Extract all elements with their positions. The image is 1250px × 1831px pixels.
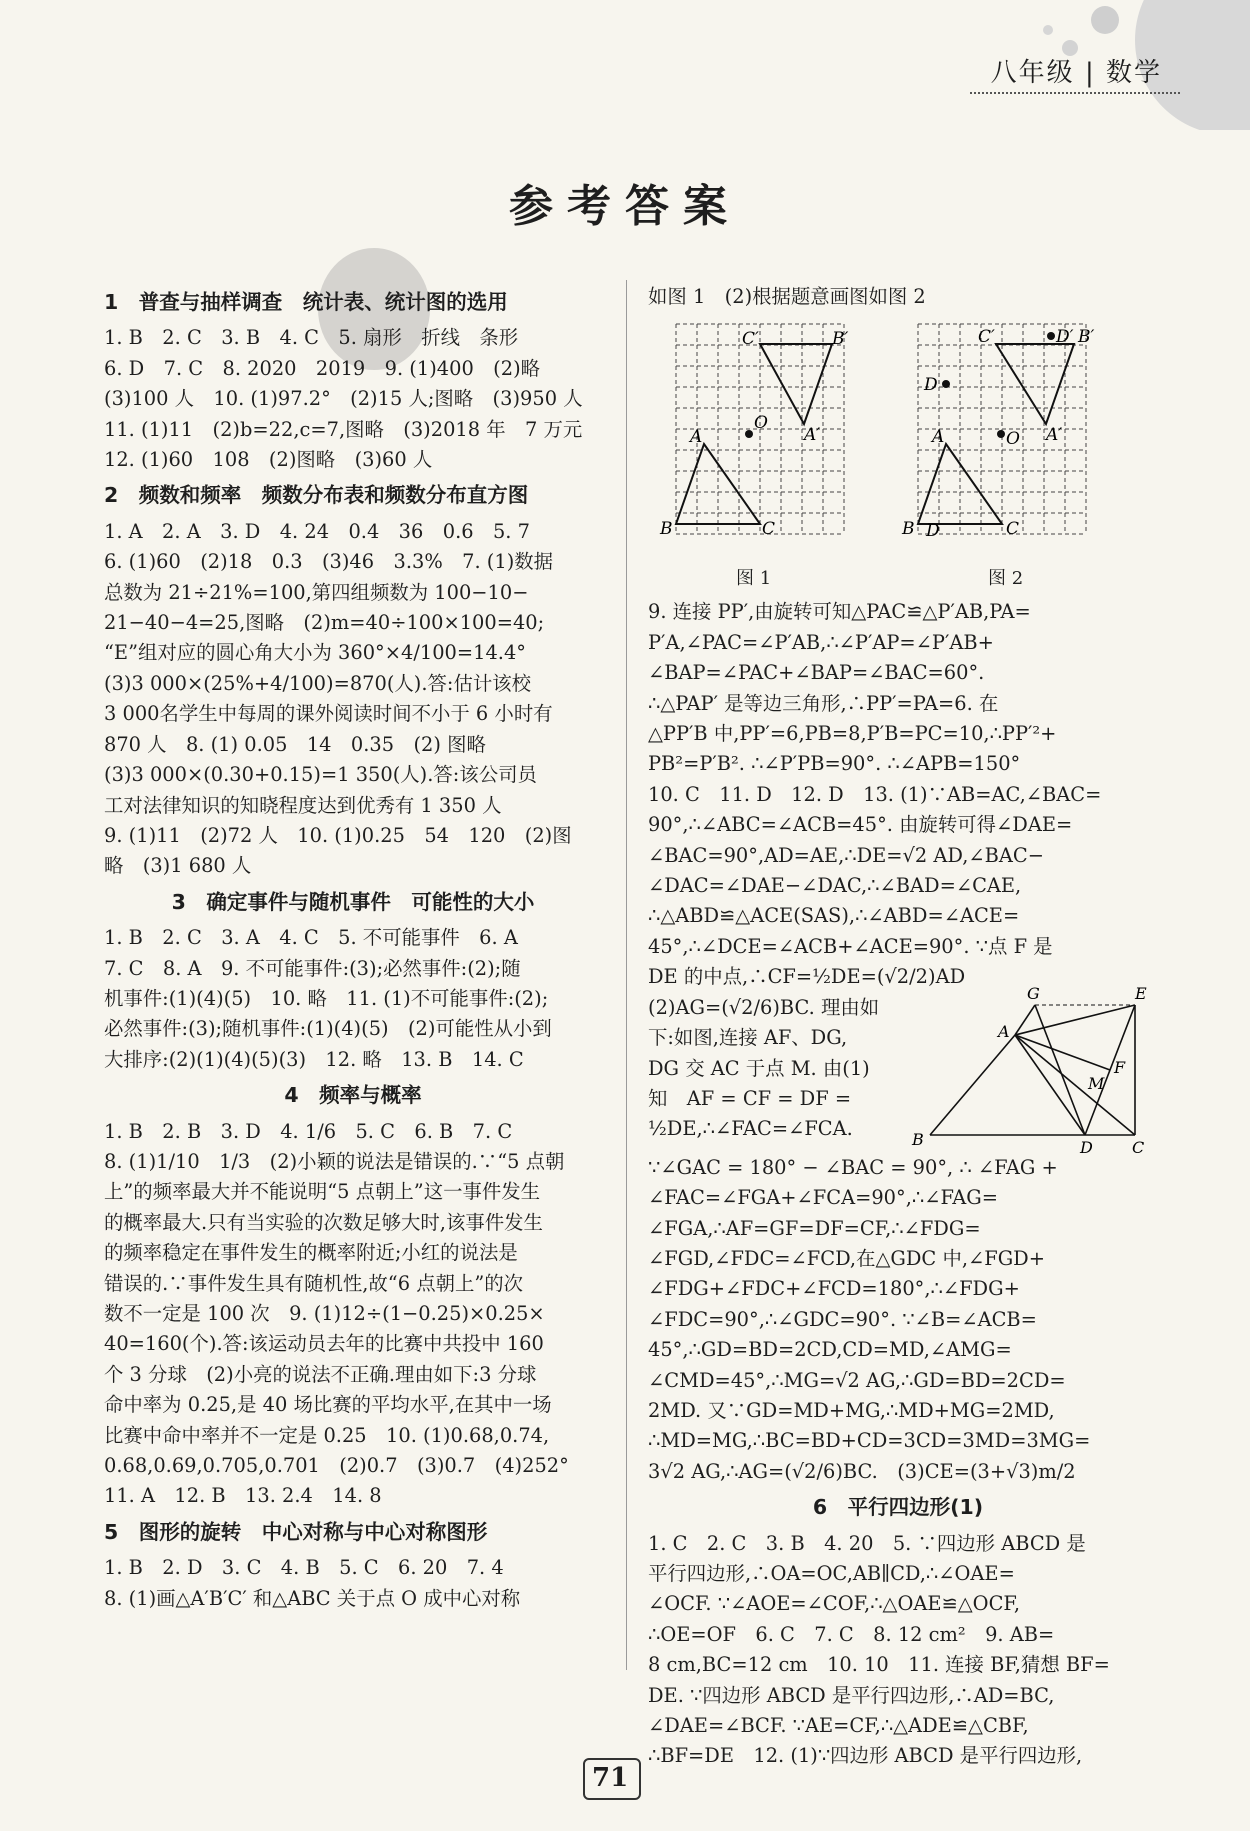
answer-line: 45°,∴∠DCE=∠ACB+∠ACE=90°. ∵点 F 是 bbox=[648, 934, 1053, 958]
page-title: 参考答案 bbox=[509, 181, 741, 232]
answer-line: 90°,∴∠ABC=∠ACB=45°. 由旋转可得∠DAE= bbox=[648, 813, 1073, 837]
answer-line: 大排序:(2)(1)(4)(5)(3) 12. 略 13. B 14. C bbox=[104, 1047, 524, 1071]
answer-line: 3√2 AG,∴AG=(√2/6)BC. (3)CE=(3+√3)m/2 bbox=[648, 1459, 1076, 1483]
answer-line: P′A,∠PAC=∠P′AB,∴∠P′AP=∠P′AB+ bbox=[648, 630, 994, 654]
triangle-figure bbox=[910, 985, 1148, 1157]
grade-label: 八年级 bbox=[990, 58, 1075, 88]
answer-line: PB²=P′B². ∴∠P′PB=90°. ∴∠APB=150° bbox=[648, 752, 1021, 776]
answer-line: DG 交 AC 于点 M. 由(1) bbox=[648, 1056, 870, 1080]
answer-line: 1. B 2. D 3. C 4. B 5. C 6. 20 7. 4 bbox=[104, 1556, 504, 1580]
point-label: A bbox=[998, 1021, 1010, 1041]
answer-line: 8 cm,BC=12 cm 10. 10 11. 连接 BF,猜想 BF= bbox=[648, 1653, 1110, 1677]
subject-label: 数学 bbox=[1105, 58, 1162, 88]
answer-line: (3)3 000×(25%+4/100)=870(人).答:估计该校 bbox=[104, 671, 532, 695]
section-heading: 3 确定事件与随机事件 可能性的大小 bbox=[171, 889, 535, 914]
answer-line: ∵∠GAC = 180° − ∠BAC = 90°, ∴ ∠FAG + bbox=[648, 1155, 1058, 1179]
answer-line: ∴△ABD≌△ACE(SAS),∴∠ABD=∠ACE= bbox=[648, 904, 1020, 928]
left-column bbox=[104, 282, 602, 1614]
answer-line: ∠CMD=45°,∴MG=√2 AG,∴GD=BD=2CD= bbox=[648, 1368, 1066, 1392]
point-label: O bbox=[1006, 429, 1020, 450]
point-label: B bbox=[902, 519, 915, 540]
answer-line: 8. (1)画△A′B′C′ 和△ABC 关于点 O 成中心对称 bbox=[104, 1586, 521, 1610]
answer-line: ∴△PAP′ 是等边三角形,∴PP′=PA=6. 在 bbox=[648, 691, 999, 715]
answer-line: (3)100 人 10. (1)97.2° (2)15 人;图略 (3)950 人 bbox=[104, 387, 583, 411]
point-label: M bbox=[1088, 1073, 1105, 1093]
point-label: E bbox=[1135, 984, 1147, 1003]
answer-line: ∴BF=DE 12. (1)∵四边形 ABCD 是平行四边形, bbox=[648, 1744, 1083, 1768]
figure-1-caption: 图 1 bbox=[736, 568, 772, 590]
answer-line: 2MD. 又∵GD=MD+MG,∴MD+MG=2MD, bbox=[648, 1398, 1055, 1422]
answer-line: (3)3 000×(0.30+0.15)=1 350(人).答:该公司员 bbox=[104, 763, 537, 787]
point-label: C bbox=[1006, 519, 1020, 540]
answer-line: 9. (1)11 (2)72 人 10. (1)0.25 54 120 (2)图 bbox=[104, 823, 572, 847]
answer-line: 上”的频率最大并不能说明“5 点朝上”这一事件发生 bbox=[104, 1180, 541, 1204]
point-label: B bbox=[660, 519, 673, 540]
point-label: O bbox=[754, 413, 768, 434]
answer-line: 数不一定是 100 次 9. (1)12÷(1−0.25)×0.25× bbox=[104, 1302, 545, 1325]
answer-line: 下:如图,连接 AF、DG, bbox=[648, 1026, 848, 1050]
answer-line: ∴OE=OF 6. C 7. C 8. 12 cm² 9. AB= bbox=[648, 1622, 1055, 1646]
point-label: C′ bbox=[978, 327, 995, 348]
right-column bbox=[648, 282, 1148, 1772]
point-label: D bbox=[926, 521, 940, 542]
answer-line: 必然事件:(3);随机事件:(1)(4)(5) (2)可能性从小到 bbox=[104, 1017, 552, 1041]
point-label: C bbox=[762, 519, 776, 540]
answer-line: 知 AF = CF = DF = bbox=[648, 1086, 852, 1110]
answer-line: ∠FGD,∠FDC=∠FCD,在△GDC 中,∠FGD+ bbox=[648, 1246, 1045, 1270]
right-text-block-b bbox=[648, 1153, 1148, 1772]
figure-2-caption: 图 2 bbox=[988, 568, 1024, 590]
right-text-beside-figure bbox=[648, 993, 918, 1145]
answer-line: 10. C 11. D 12. D 13. (1)∵AB=AC,∠BAC= bbox=[648, 782, 1102, 806]
answer-line: 平行四边形,∴OA=OC,AB∥CD,∴∠OAE= bbox=[648, 1561, 1015, 1585]
point-label: B bbox=[912, 1129, 924, 1149]
point-label: A′ bbox=[1046, 425, 1063, 446]
point-label: A bbox=[932, 427, 945, 448]
answer-line: 1. B 2. B 3. D 4. 1/6 5. C 6. B 7. C bbox=[104, 1119, 513, 1143]
answer-line: 1. B 2. C 3. A 4. C 5. 不可能事件 6. A bbox=[104, 926, 518, 950]
point-label: G bbox=[1027, 984, 1040, 1003]
answer-line: 的频率稳定在事件发生的概率附近;小红的说法是 bbox=[104, 1241, 518, 1265]
triangle-figure-block bbox=[648, 984, 1148, 1157]
header-label bbox=[991, 52, 1162, 89]
point-label: D bbox=[1080, 1137, 1093, 1157]
answer-line: ½DE,∴∠FAC=∠FCA. bbox=[648, 1117, 853, 1141]
answer-line: 总数为 21÷21%=100,第四组频数为 100−10− bbox=[104, 580, 529, 604]
answer-line: 7. C 8. A 9. 不可能事件:(3);必然事件:(2);随 bbox=[104, 956, 521, 980]
answer-line: ∠FDC=90°,∴∠GDC=90°. ∵∠B=∠ACB= bbox=[648, 1307, 1037, 1331]
answer-line: DE. ∵四边形 ABCD 是平行四边形,∴AD=BC, bbox=[648, 1683, 1055, 1707]
answer-line: 1. A 2. A 3. D 4. 24 0.4 36 0.6 5. 7 bbox=[104, 519, 530, 543]
answer-line: 个 3 分球 (2)小亮的说法不正确.理由如下:3 分球 bbox=[104, 1362, 537, 1386]
answer-line: DE 的中点,∴CF=½DE=(√2/2)AD bbox=[648, 965, 966, 989]
answer-line: 1. C 2. C 3. B 4. 20 5. ∵四边形 ABCD 是 bbox=[648, 1531, 1086, 1555]
point-label: C bbox=[1132, 1137, 1145, 1157]
answer-line: 机事件:(1)(4)(5) 10. 略 11. (1)不可能事件:(2); bbox=[104, 986, 549, 1010]
answer-line: 略 (3)1 680 人 bbox=[104, 854, 252, 878]
point-label: C′ bbox=[742, 329, 759, 350]
point-label: D′ bbox=[1056, 327, 1074, 348]
figure-1-grid bbox=[654, 314, 854, 559]
figure-2-grid bbox=[896, 314, 1106, 559]
section-heading: 2 频数和频率 频数分布表和频数分布直方图 bbox=[104, 483, 529, 508]
answer-line: 0.68,0.69,0.705,0.701 (2)0.7 (3)0.7 (4)252° bbox=[104, 1454, 569, 1478]
answer-line: ∠DAC=∠DAE−∠DAC,∴∠BAD=∠CAE, bbox=[648, 874, 1022, 898]
answer-line: 工对法律知识的知晓程度达到优秀有 1 350 人 bbox=[104, 793, 502, 817]
answer-line: ∴MD=MG,∴BC=BD+CD=3CD=3MD=3MG= bbox=[648, 1429, 1091, 1453]
answer-line: △PP′B 中,PP′=6,PB=8,P′B=PC=10,∴PP′²+ bbox=[648, 722, 1057, 746]
answer-line: 比赛中命中率并不一定是 0.25 10. (1)0.68,0.74, bbox=[104, 1423, 550, 1447]
answer-line: 45°,∴GD=BD=2CD,CD=MD,∠AMG= bbox=[648, 1338, 1012, 1362]
answer-line: 命中率为 0.25,是 40 场比赛的平均水平,在其中一场 bbox=[104, 1393, 552, 1417]
answer-line: 12. (1)60 108 (2)图略 (3)60 人 bbox=[104, 448, 433, 472]
page-number: 71 bbox=[592, 1763, 629, 1793]
point-label: D bbox=[924, 375, 938, 396]
answer-line: 11. A 12. B 13. 2.4 14. 8 bbox=[104, 1484, 382, 1508]
answer-line: 6. D 7. C 8. 2020 2019 9. (1)400 (2)略 bbox=[104, 356, 541, 380]
answer-line: 11. (1)11 (2)b=22,c=7,图略 (3)2018 年 7 万元 bbox=[104, 417, 583, 441]
header-dotted-line bbox=[970, 92, 1180, 94]
answer-line: ∠OCF. ∵∠AOE=∠COF,∴△OAE≌△OCF, bbox=[648, 1592, 1020, 1616]
answer-line: “E”组对应的圆心角大小为 360°×4/100=14.4° bbox=[104, 641, 527, 665]
answer-line: 21−40−4=25,图略 (2)m=40÷100×100=40; bbox=[104, 611, 545, 635]
answer-line: 的概率最大.只有当实验的次数足够大时,该事件发生 bbox=[104, 1210, 543, 1234]
answer-line: 1. B 2. C 3. B 4. C 5. 扇形 折线 条形 bbox=[104, 326, 519, 350]
answer-line: ∠BAC=90°,AD=AE,∴DE=√2 AD,∠BAC− bbox=[648, 843, 1044, 867]
answer-line: 3 000名学生中每周的课外阅读时间不小于 6 小时有 bbox=[104, 702, 553, 726]
point-label: A bbox=[690, 427, 703, 448]
answer-line: ∠BAP=∠PAC+∠BAP=∠BAC=60°. bbox=[648, 661, 985, 685]
figure-intro: 如图 1 (2)根据题意画图如图 2 bbox=[648, 285, 926, 308]
answer-line: (2)AG=(√2/6)BC. 理由如 bbox=[648, 995, 880, 1019]
section-heading: 1 普查与抽样调查 统计表、统计图的选用 bbox=[104, 290, 508, 314]
answer-line: ∠FGA,∴AF=GF=DF=CF,∴∠FDG= bbox=[648, 1216, 981, 1240]
point-label: F bbox=[1114, 1057, 1126, 1077]
point-label: B′ bbox=[832, 329, 849, 350]
point-label: A′ bbox=[804, 425, 821, 446]
section-heading: 6 平行四边形(1) bbox=[812, 1495, 984, 1520]
answer-line: 9. 连接 PP′,由旋转可知△PAC≌△P′AB,PA= bbox=[648, 600, 1031, 624]
answer-line: 8. (1)1/10 1/3 (2)小颖的说法是错误的.∵“5 点朝 bbox=[104, 1149, 565, 1173]
section-heading: 4 频率与概率 bbox=[284, 1083, 422, 1108]
answer-line: 870 人 8. (1) 0.05 14 0.35 (2) 图略 bbox=[104, 732, 486, 756]
answer-line: ∠DAE=∠BCF. ∵AE=CF,∴△ADE≌△CBF, bbox=[648, 1714, 1029, 1737]
answer-line: ∠FDG+∠FDC+∠FCD=180°,∴∠FDG+ bbox=[648, 1277, 1020, 1301]
column-divider bbox=[626, 280, 627, 1670]
section-heading: 5 图形的旋转 中心对称与中心对称图形 bbox=[104, 1519, 488, 1544]
figures-area bbox=[648, 312, 1148, 597]
answer-line: ∠FAC=∠FGA+∠FCA=90°,∴∠FAG= bbox=[648, 1186, 998, 1210]
answer-line: 40=160(个).答:该运动员去年的比赛中共投中 160 bbox=[104, 1332, 544, 1356]
point-label: B′ bbox=[1078, 327, 1095, 348]
right-text-block-a bbox=[648, 597, 1148, 992]
answer-line: 6. (1)60 (2)18 0.3 (3)46 3.3% 7. (1)数据 bbox=[104, 550, 554, 574]
header-separator: | bbox=[1084, 58, 1096, 88]
answer-line: 错误的.∵事件发生具有随机性,故“6 点朝上”的次 bbox=[104, 1271, 524, 1295]
